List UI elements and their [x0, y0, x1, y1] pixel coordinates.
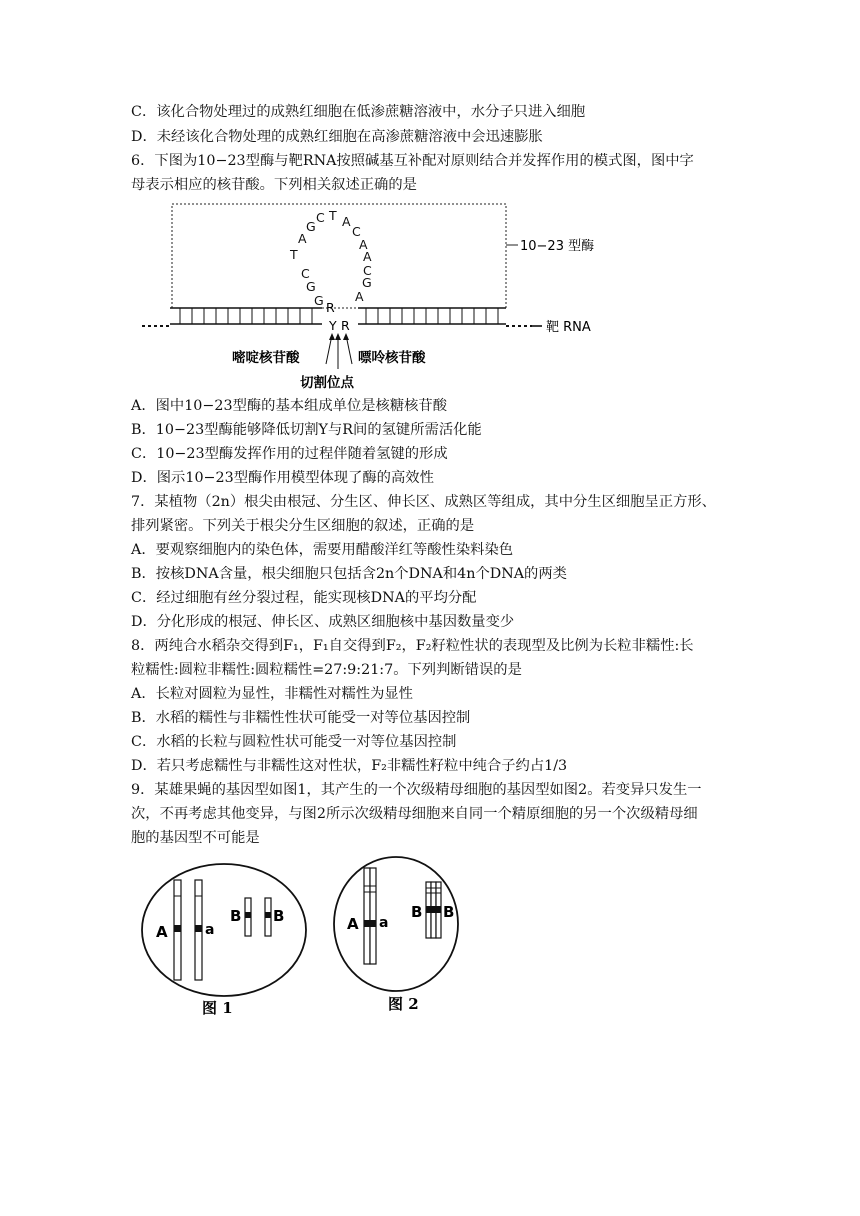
pyrimidine-label: 嘧啶核苷酸 [232, 350, 300, 366]
purine-label: 嘌呤核苷酸 [358, 350, 426, 366]
q6-stem-line1: 6．下图为10−23型酶与靶RNA按照碱基互补配对原则结合并发挥作用的模式图，图中字 [131, 153, 694, 169]
loop-letter: G [306, 219, 316, 234]
loop-letter: A [359, 237, 368, 252]
gene-a: a [205, 922, 215, 938]
q7-stem-line1: 7．某植物（2n）根尖由根冠、分生区、伸长区、成熟区等组成，其中分生区细胞呈正方形、 [131, 494, 716, 510]
left-pairing-ladder [170, 308, 322, 324]
q8-stem-line1: 8．两纯合水稻杂交得到F₁，F₁自交得到F₂，F₂籽粒性状的表现型及比例为长粒非糯性:长 [131, 638, 694, 654]
enzyme-r-letter: R [326, 300, 335, 315]
loop-letter: A [355, 289, 364, 304]
loop-letter: A [363, 249, 372, 264]
q6-stem-line2: 母表示相应的核苷酸。下列相关叙述正确的是 [131, 177, 417, 193]
chromatid-long-2 [370, 868, 376, 964]
enzyme-dashed-box [172, 204, 506, 308]
q8-option-a: A．长粒对圆粒为显性，非糯性对糯性为显性 [131, 686, 413, 702]
cut-site-arrow [335, 333, 341, 340]
gene-A: A [347, 915, 359, 933]
q8-stem-line2: 粒糯性:圆粒非糯性:圆粒糯性=27:9:21:7。下列判断错误的是 [131, 662, 522, 678]
loop-letter: C [316, 210, 325, 225]
q9-stem-line2: 次，不再考虑其他变异，与图2所示次级精母细胞来自同一个精原细胞的另一个次级精母细 [131, 806, 698, 822]
q5-option-d: D．未经该化合物处理的成熟红细胞在高渗蔗糖溶液中会迅速膨胀 [131, 129, 543, 145]
figure-1-cell [138, 858, 310, 1022]
cut-site-label: 切割位点 [300, 375, 354, 391]
loop-letter: G [306, 279, 316, 294]
q6-option-c: C．10−23型酶发挥作用的过程伴随着氢键的形成 [131, 446, 448, 462]
q6-option-b: B．10−23型酶能够降低切割Y与R间的氢键所需活化能 [131, 422, 482, 438]
rna-label: 靶 RNA [546, 320, 591, 335]
figure-2-cell [330, 848, 466, 1016]
gene-B-left: B [230, 907, 242, 925]
q9-stem-line3: 胞的基因型不可能是 [131, 830, 260, 846]
loop-letter: A [298, 231, 307, 246]
gene-B-left: B [411, 903, 423, 921]
loop-letter: G [362, 275, 372, 290]
q7-stem-line2: 排列紧密。下列关于根尖分生区细胞的叙述，正确的是 [131, 518, 475, 534]
q8-option-b: B．水稻的糯性与非糯性性状可能受一对等位基因控制 [131, 710, 471, 726]
q6-option-d: D．图示10−23型酶作用模型体现了酶的高效性 [131, 470, 434, 486]
figure-2-label: 图 2 [388, 995, 419, 1013]
loop-letter: C [301, 266, 310, 281]
loop-letter: G [314, 293, 324, 308]
rna-y-letter: Y [329, 318, 337, 333]
q6-option-a: A．图中10−23型酶的基本组成单位是核糖核苷酸 [131, 398, 448, 414]
loop-letter: C [363, 263, 372, 278]
q8-option-d: D．若只考虑糯性与非糯性这对性状，F₂非糯性籽粒中纯合子约占1/3 [131, 758, 568, 774]
q7-option-d: D．分化形成的根冠、伸长区、成熟区细胞核中基因数量变少 [131, 614, 515, 630]
loop-letter: A [342, 214, 351, 229]
enzyme-rna-diagram [140, 196, 660, 392]
purine-arrow [343, 333, 349, 340]
q7-option-c: C．经过细胞有丝分裂过程，能实现核DNA的平均分配 [131, 590, 477, 606]
q7-option-b: B．按核DNA含量，根尖细胞只包括含2n个DNA和4n个DNA的两类 [131, 566, 567, 582]
q9-stem-line1: 9．某雄果蝇的基因型如图1，其产生的一个次级精母细胞的基因型如图2。若变异只发生一 [131, 782, 702, 798]
right-pairing-ladder [358, 308, 506, 324]
enzyme-loop-letters [289, 208, 372, 308]
gene-a: a [379, 915, 389, 931]
pyrimidine-arrow [329, 333, 335, 340]
q7-option-a: A．要观察细胞内的染色体，需要用醋酸洋红等酸性染料染色 [131, 542, 514, 558]
figure-1-label: 图 1 [202, 999, 233, 1017]
gene-A: A [156, 923, 168, 941]
enzyme-label: 10−23 型酶 [520, 239, 595, 254]
loop-letter: C [352, 224, 361, 239]
gene-B-right: B [443, 903, 455, 921]
loop-letter: T [290, 247, 298, 262]
chromatid-long-1 [364, 868, 370, 964]
q5-option-c: C．该化合物处理过的成熟红细胞在低渗蔗糖溶液中，水分子只进入细胞 [131, 104, 586, 120]
rna-r-letter: R [341, 318, 350, 333]
gene-B-right: B [273, 907, 285, 925]
q8-option-c: C．水稻的长粒与圆粒性状可能受一对等位基因控制 [131, 734, 457, 750]
loop-letter: T [329, 208, 337, 223]
